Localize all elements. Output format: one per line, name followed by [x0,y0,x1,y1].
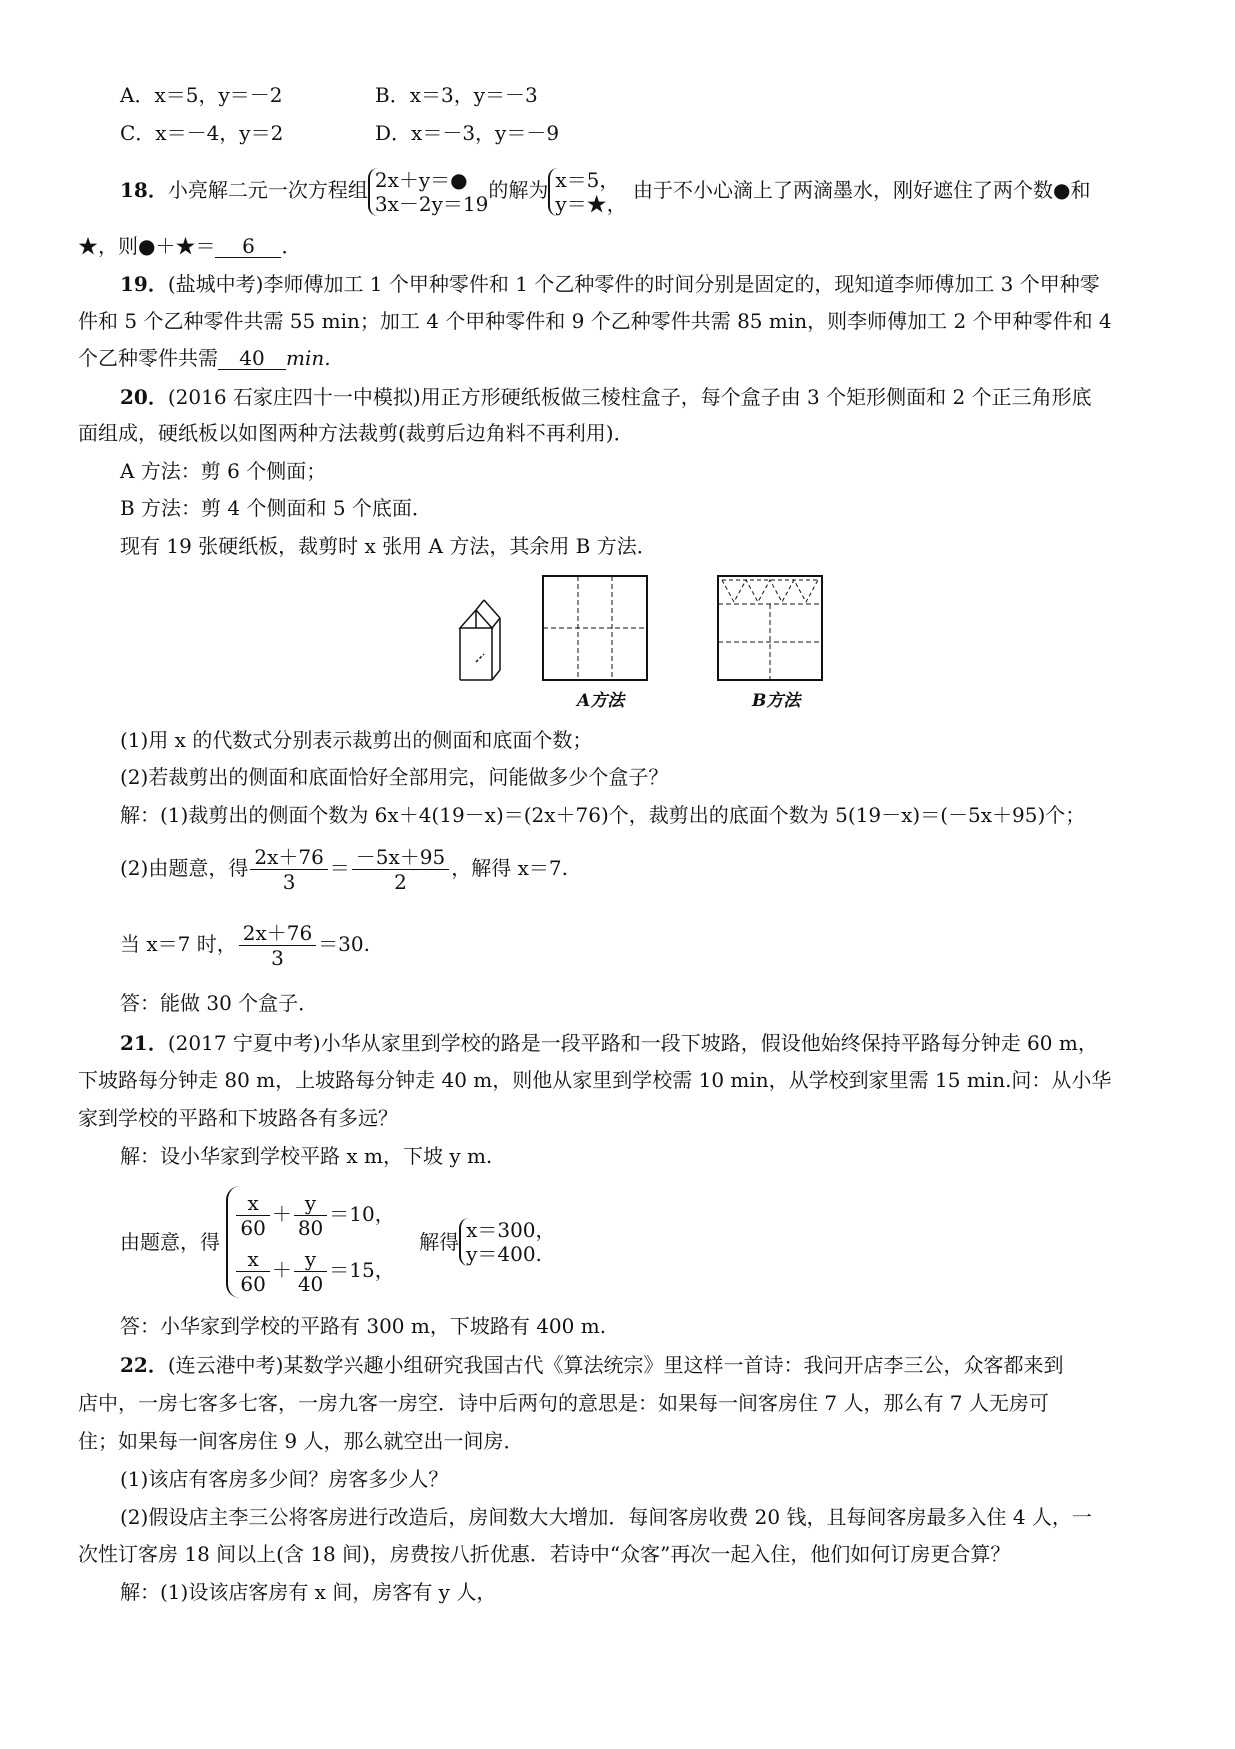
q21-text1: (2017 宁夏中考)小华从家里到学校的路是一段平路和一段下坡路，假设他始终保持平路每分钟走 60 m， [167,1031,1098,1055]
q20-frac2-denominator: 2 [394,870,407,894]
q21-solved-label: 解得 [419,1230,460,1254]
q21-r1-end: ＝10， [329,1202,395,1226]
q20-frac3-denominator: 3 [271,946,284,970]
q22-sub2-line1: (2)假设店主李三公将客房进行改造后，房间数大大增加．每间客房收费 20 钱，且每间客房最多入住 4 人，一 [120,1505,1092,1529]
q18-lead: 小亮解二元一次方程组 [167,178,368,202]
q21-sol2-lead: 由题意，得 [120,1230,220,1254]
q20-frac2-numerator: －5x＋95 [352,845,449,870]
q20-method-b: B 方法：剪 4 个侧面和 5 个底面． [120,496,432,520]
q21-r2a-d: 60 [240,1272,266,1296]
q20-text1: (2016 石家庄四十一中模拟)用正方形硬纸板做三棱柱盒子，每个盒子由 3 个矩形侧面和 2 个正三角形底 [167,385,1092,409]
q21-r2b-n: y [294,1247,327,1272]
q20-setup: 现有 19 张硬纸板，裁剪时 x 张用 A 方法，其余用 B 方法． [120,534,657,558]
q21-eq-row1 [234,1186,394,1242]
q18-sol1: x＝5， [555,167,620,192]
q18-equation-system [368,168,488,216]
q17-option-c: C．x＝－4，y＝2 [120,121,284,145]
q20-solution2 [120,840,568,896]
q20-method-a: A 方法：剪 6 个侧面； [120,459,327,483]
q18-answer: 6 [215,235,281,258]
q20-sol3-tail: ＝30. [318,932,370,956]
q21-r1-plus: ＋ [271,1202,292,1226]
q20-line2: 面组成，硬纸板以如图两种方法裁剪(裁剪后边角料不再利用)． [78,421,634,445]
q20-sol2-tail: ，解得 x＝7. [451,856,568,880]
q20-sub1: (1)用 x 的代数式分别表示裁剪出的侧面和底面个数； [120,728,593,752]
q22-line1 [120,1352,1063,1378]
q19-line1 [120,271,1100,297]
q21-number: 21． [120,1031,168,1055]
q21-r2-frac-b [294,1247,327,1296]
q21-line3: 家到学校的平路和下坡路各有多远？ [78,1106,398,1130]
q21-r1b-n: y [294,1191,327,1216]
q20-fraction3 [239,921,316,970]
q20-solution3 [120,916,370,972]
q22-solution1: 解：(1)设该店客房有 x 间，房客有 y 人， [120,1580,497,1604]
q18-number: 18． [120,178,168,202]
q21-r2-plus: ＋ [271,1258,292,1282]
q19-text3a: 个乙种零件共需 [78,346,218,370]
q21-answer: 答：小华家到学校的平路有 300 m，下坡路有 400 m. [120,1314,607,1338]
q22-text1: (连云港中考)某数学兴趣小组研究我国古代《算法统宗》里这样一首诗：我问开店李三公，众客都来到 [167,1353,1064,1377]
q18-solution-system [548,168,626,216]
q19-line3 [78,345,331,371]
q18-eq2: 3x－2y＝19 [374,191,489,216]
q20-sol3-lead: 当 x＝7 时， [120,932,237,956]
q20-equals: ＝ [329,856,350,880]
q21-r2a-n: x [236,1247,269,1272]
prism-box-figure [460,600,500,680]
q21-eq-row2 [234,1242,394,1298]
q20-sol2-lead: (2)由题意，得 [120,856,249,880]
q18-line1 [120,164,1090,216]
q21-r2b-d: 40 [297,1272,324,1296]
method-a-square [543,576,647,680]
q19-answer: 40 [218,347,286,370]
q20-caption-a: A方法 [577,691,625,711]
q20-caption-b: B方法 [752,691,801,711]
q17-option-b: B．x＝3，y＝－3 [375,83,538,107]
q18-tail: 由于不小心滴上了两滴墨水，刚好遮住了两个数●和 [633,178,1091,202]
q20-figure [440,568,840,708]
q21-r1b-d: 80 [297,1216,324,1240]
q21-r1-frac-a [236,1191,269,1240]
method-b-square [718,576,822,680]
q21-r2-frac-a [236,1247,269,1296]
q17-option-d: D．x＝－3，y＝－9 [375,121,560,145]
q21-result-system [459,1218,555,1266]
q17-option-a: A．x＝5，y＝－2 [120,83,283,107]
q20-solution1: 解：(1)裁剪出的侧面个数为 6x＋4(19－x)＝(2x＋76)个，裁剪出的底面个数为 5(19－x)＝(－5x＋95)个； [120,803,1086,827]
q21-r2-end: ＝15， [329,1258,395,1282]
q18-sol2: y＝★， [555,191,627,216]
q22-line3: 住；如果每一间客房住 9 人，那么就空出一间房． [78,1429,524,1453]
q18-line2 [78,233,301,259]
q19-text1: (盐城中考)李师傅加工 1 个甲种零件和 1 个乙种零件的时间分别是固定的，现知道李师傅加工 3 个甲种零 [167,272,1100,296]
q20-fraction2 [352,845,449,894]
q22-sub2-line2: 次性订客房 18 间以上(含 18 间)，房费按八折优惠．若诗中“众客”再次一起入住，他们如何订房更合算？ [78,1542,1011,1566]
q21-r1a-n: x [236,1191,269,1216]
q21-line2: 下坡路每分钟走 80 m，上坡路每分钟走 40 m，则他从家里到学校需 10 min，从学校到家里需 15 min.问：从小华 [78,1068,1112,1092]
q20-fraction1 [250,845,327,894]
q21-solution2 [120,1186,556,1298]
q20-frac1-denominator: 3 [282,870,296,894]
q18-eq1: 2x＋y＝● [374,167,468,192]
q20-number: 20． [120,385,168,409]
q21-line1 [120,1030,1098,1056]
q19-unit: min. [286,346,331,370]
q21-r1-frac-b [294,1191,327,1240]
q22-sub1: (1)该店有客房多少间？房客多少人？ [120,1467,449,1491]
q20-line1 [120,384,1092,410]
q21-solution1: 解：设小华家到学校平路 x m，下坡 y m. [120,1144,493,1168]
q21-result1: x＝300， [466,1218,556,1242]
q22-line2: 店中，一房七客多七客，一房九客一房空．诗中后两句的意思是：如果每一间客房住 7 人，那么有 7 人无房可 [78,1391,1049,1415]
q21-equation-system [226,1186,394,1298]
q20-frac1-numerator: 2x＋76 [250,845,327,870]
q19-line2: 件和 5 个乙种零件共需 55 min；加工 4 个甲种零件和 9 个乙种零件共需 85 min，则李师傅加工 2 个甲种零件和 4 [78,309,1112,333]
q18-mid: 的解为 [488,178,549,202]
q20-answer: 答：能做 30 个盒子． [120,991,319,1015]
q20-sub2: (2)若裁剪出的侧面和底面恰好全部用完，问能做多少个盒子？ [120,765,669,789]
q22-number: 22． [120,1353,168,1377]
q21-r1a-d: 60 [240,1216,266,1240]
q18-line2b: ． [281,234,302,258]
q21-result2: y＝400. [466,1242,542,1266]
q18-line2a: ★，则●＋★＝ [78,234,216,258]
q20-frac3-numerator: 2x＋76 [239,921,316,946]
q19-number: 19． [120,272,168,296]
